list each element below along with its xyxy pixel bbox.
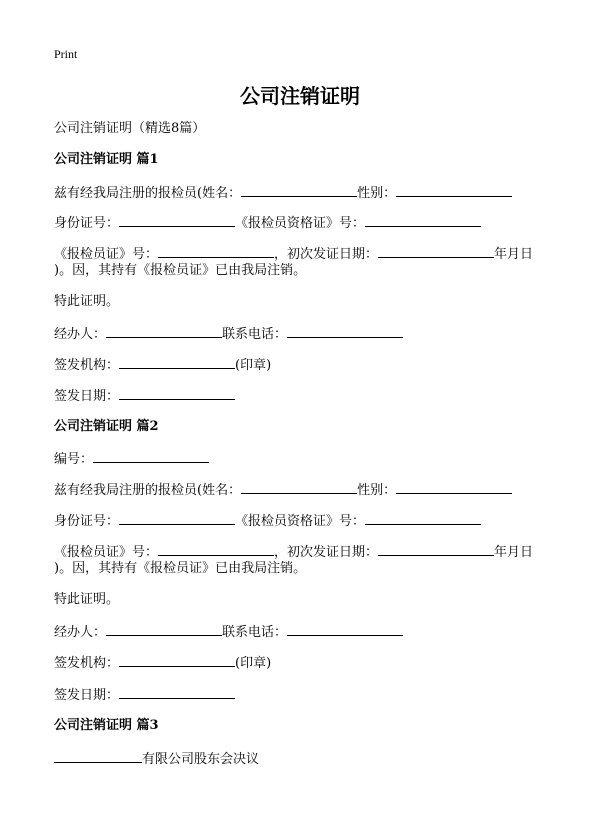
- section2-cert-line: [54, 543, 533, 561]
- section2-heading: 公司注销证明 篇2: [54, 419, 159, 434]
- name-label: 兹有经我局注册的报检员(姓名：: [54, 186, 242, 201]
- cert-blank: [158, 543, 274, 556]
- section2-handler-line: [54, 623, 403, 641]
- company-blank: [54, 750, 142, 763]
- issue-date-blank: [378, 543, 494, 556]
- handler-label: 经办人：: [54, 625, 107, 640]
- handler-label: 经办人：: [54, 327, 107, 342]
- phone-blank: [287, 325, 403, 338]
- section1-name-line: [54, 184, 512, 202]
- cert-label: 《报检员证》号：: [54, 247, 159, 262]
- section2-issuer-line: [54, 654, 271, 672]
- gender-label: 性别：: [357, 186, 397, 201]
- document-title: 公司注销证明: [240, 84, 360, 108]
- date-blank: [119, 387, 235, 400]
- section3-heading: 公司注销证明 篇3: [54, 718, 159, 733]
- issuer-blank: [119, 356, 235, 369]
- date-blank: [119, 686, 235, 699]
- section2-date-line: [54, 686, 235, 704]
- handler-blank: [106, 623, 222, 636]
- section2-id-line: [54, 512, 481, 530]
- section1-cert-line: [54, 245, 533, 263]
- phone-label: 联系电话：: [222, 327, 288, 342]
- handler-blank: [106, 325, 222, 338]
- section1-issuer-line: [54, 356, 271, 374]
- section3-resolution-line: [54, 750, 259, 768]
- id-label: 身份证号：: [54, 514, 120, 529]
- ymd-label: 年月日: [494, 247, 534, 262]
- gender-blank: [396, 184, 512, 197]
- section1-date-line: [54, 387, 235, 405]
- id-blank: [119, 214, 235, 227]
- cert-blank: [158, 245, 274, 258]
- qualification-label: 《报检员资格证》号：: [235, 514, 366, 529]
- ymd-label: 年月日: [494, 545, 534, 560]
- print-label: Print: [54, 47, 78, 61]
- issuer-label: 签发机构：: [54, 358, 120, 373]
- section2-name-line: [54, 481, 512, 499]
- seal-label: (印章): [235, 656, 272, 671]
- phone-blank: [287, 623, 403, 636]
- name-blank: [241, 481, 357, 494]
- id-label: 身份证号：: [54, 216, 120, 231]
- date-label: 签发日期：: [54, 688, 120, 703]
- section1-cert-cont: )。因，其持有《报检员证》已由我局注销。: [54, 263, 307, 278]
- seal-label: (印章): [235, 358, 272, 373]
- date-label: 签发日期：: [54, 389, 120, 404]
- resolution-label: 有限公司股东会决议: [142, 752, 260, 767]
- issue-date-label: ，初次发证日期：: [274, 247, 379, 262]
- section1-id-line: [54, 214, 481, 232]
- section2-cert-cont: )。因，其持有《报检员证》已由我局注销。: [54, 561, 307, 576]
- name-blank: [241, 184, 357, 197]
- cert-label: 《报检员证》号：: [54, 545, 159, 560]
- section1-handler-line: [54, 325, 403, 343]
- issue-date-blank: [378, 245, 494, 258]
- qualification-blank: [365, 214, 481, 227]
- id-blank: [119, 512, 235, 525]
- document-subtitle: 公司注销证明（精选8篇）: [54, 121, 206, 136]
- qualification-label: 《报检员资格证》号：: [235, 216, 366, 231]
- issuer-label: 签发机构：: [54, 656, 120, 671]
- qualification-blank: [365, 512, 481, 525]
- section2-special: 特此证明。: [54, 592, 120, 607]
- issue-date-label: ，初次发证日期：: [274, 545, 379, 560]
- gender-blank: [396, 481, 512, 494]
- name-label: 兹有经我局注册的报检员(姓名：: [54, 483, 242, 498]
- section1-heading: 公司注销证明 篇1: [54, 152, 159, 167]
- section1-special: 特此证明。: [54, 294, 120, 309]
- section2-number-line: [54, 450, 209, 468]
- phone-label: 联系电话：: [222, 625, 288, 640]
- issuer-blank: [119, 654, 235, 667]
- number-label: 编号：: [54, 452, 94, 467]
- gender-label: 性别：: [357, 483, 397, 498]
- number-blank: [93, 450, 209, 463]
